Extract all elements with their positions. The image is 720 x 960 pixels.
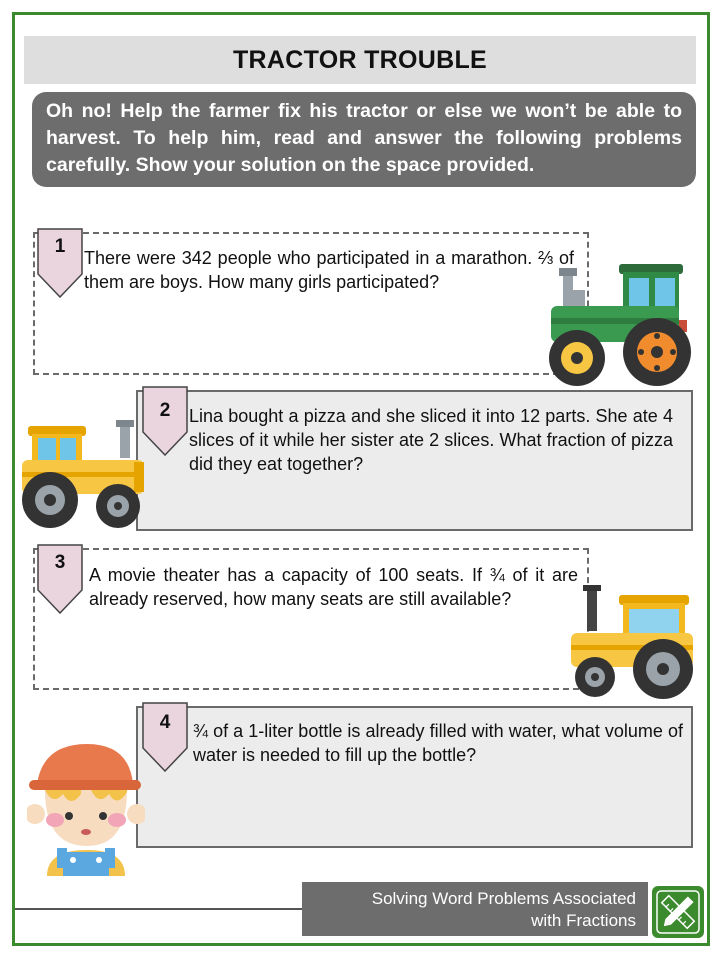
yellow-tractor-icon-2 <box>565 585 697 703</box>
footer-line-2: with Fractions <box>531 911 636 930</box>
question-text-3: A movie theater has a capacity of 100 seats. If ¾ of it are already reserved, how many seats are still available? <box>89 565 578 609</box>
question-number-4: 4 <box>159 712 171 733</box>
footer-line-1: Solving Word Problems Associated <box>371 889 636 908</box>
title-bar <box>24 36 696 84</box>
instructions: Oh no! Help the farmer fix his tractor or else we won’t be able to harvest. To help him, read and answer the following problems carefully. Show your solution on the space provided. <box>32 92 696 187</box>
yellow-tractor-icon <box>16 418 148 528</box>
question-number-3: 3 <box>54 552 66 573</box>
question-number-1: 1 <box>54 236 66 257</box>
number-badge-3 <box>37 544 83 604</box>
pencil-ruler-logo-icon <box>652 886 704 938</box>
page-title: TRACTOR TROUBLE <box>232 45 488 74</box>
number-badge-2 <box>142 386 188 446</box>
worksheet-topic <box>302 882 648 936</box>
question-number-2: 2 <box>159 400 171 421</box>
farmer-boy-icon <box>27 740 145 876</box>
footer-divider <box>15 908 305 910</box>
number-badge-4 <box>142 702 188 762</box>
green-tractor-icon <box>545 262 697 388</box>
question-text-1: There were 342 people who participated in a marathon. ⅔ of them are boys. How many girls participated? <box>84 248 574 292</box>
number-badge-1 <box>37 228 83 288</box>
question-text-4: ¾ of a 1-liter bottle is already filled with water, what volume of water is needed to fill up the bottle? <box>193 721 683 765</box>
question-text-2: Lina bought a pizza and she sliced it into 12 parts. She ate 4 slices of it while her sister ate 2 slices. What fraction of pizza did they eat together? <box>189 406 673 474</box>
